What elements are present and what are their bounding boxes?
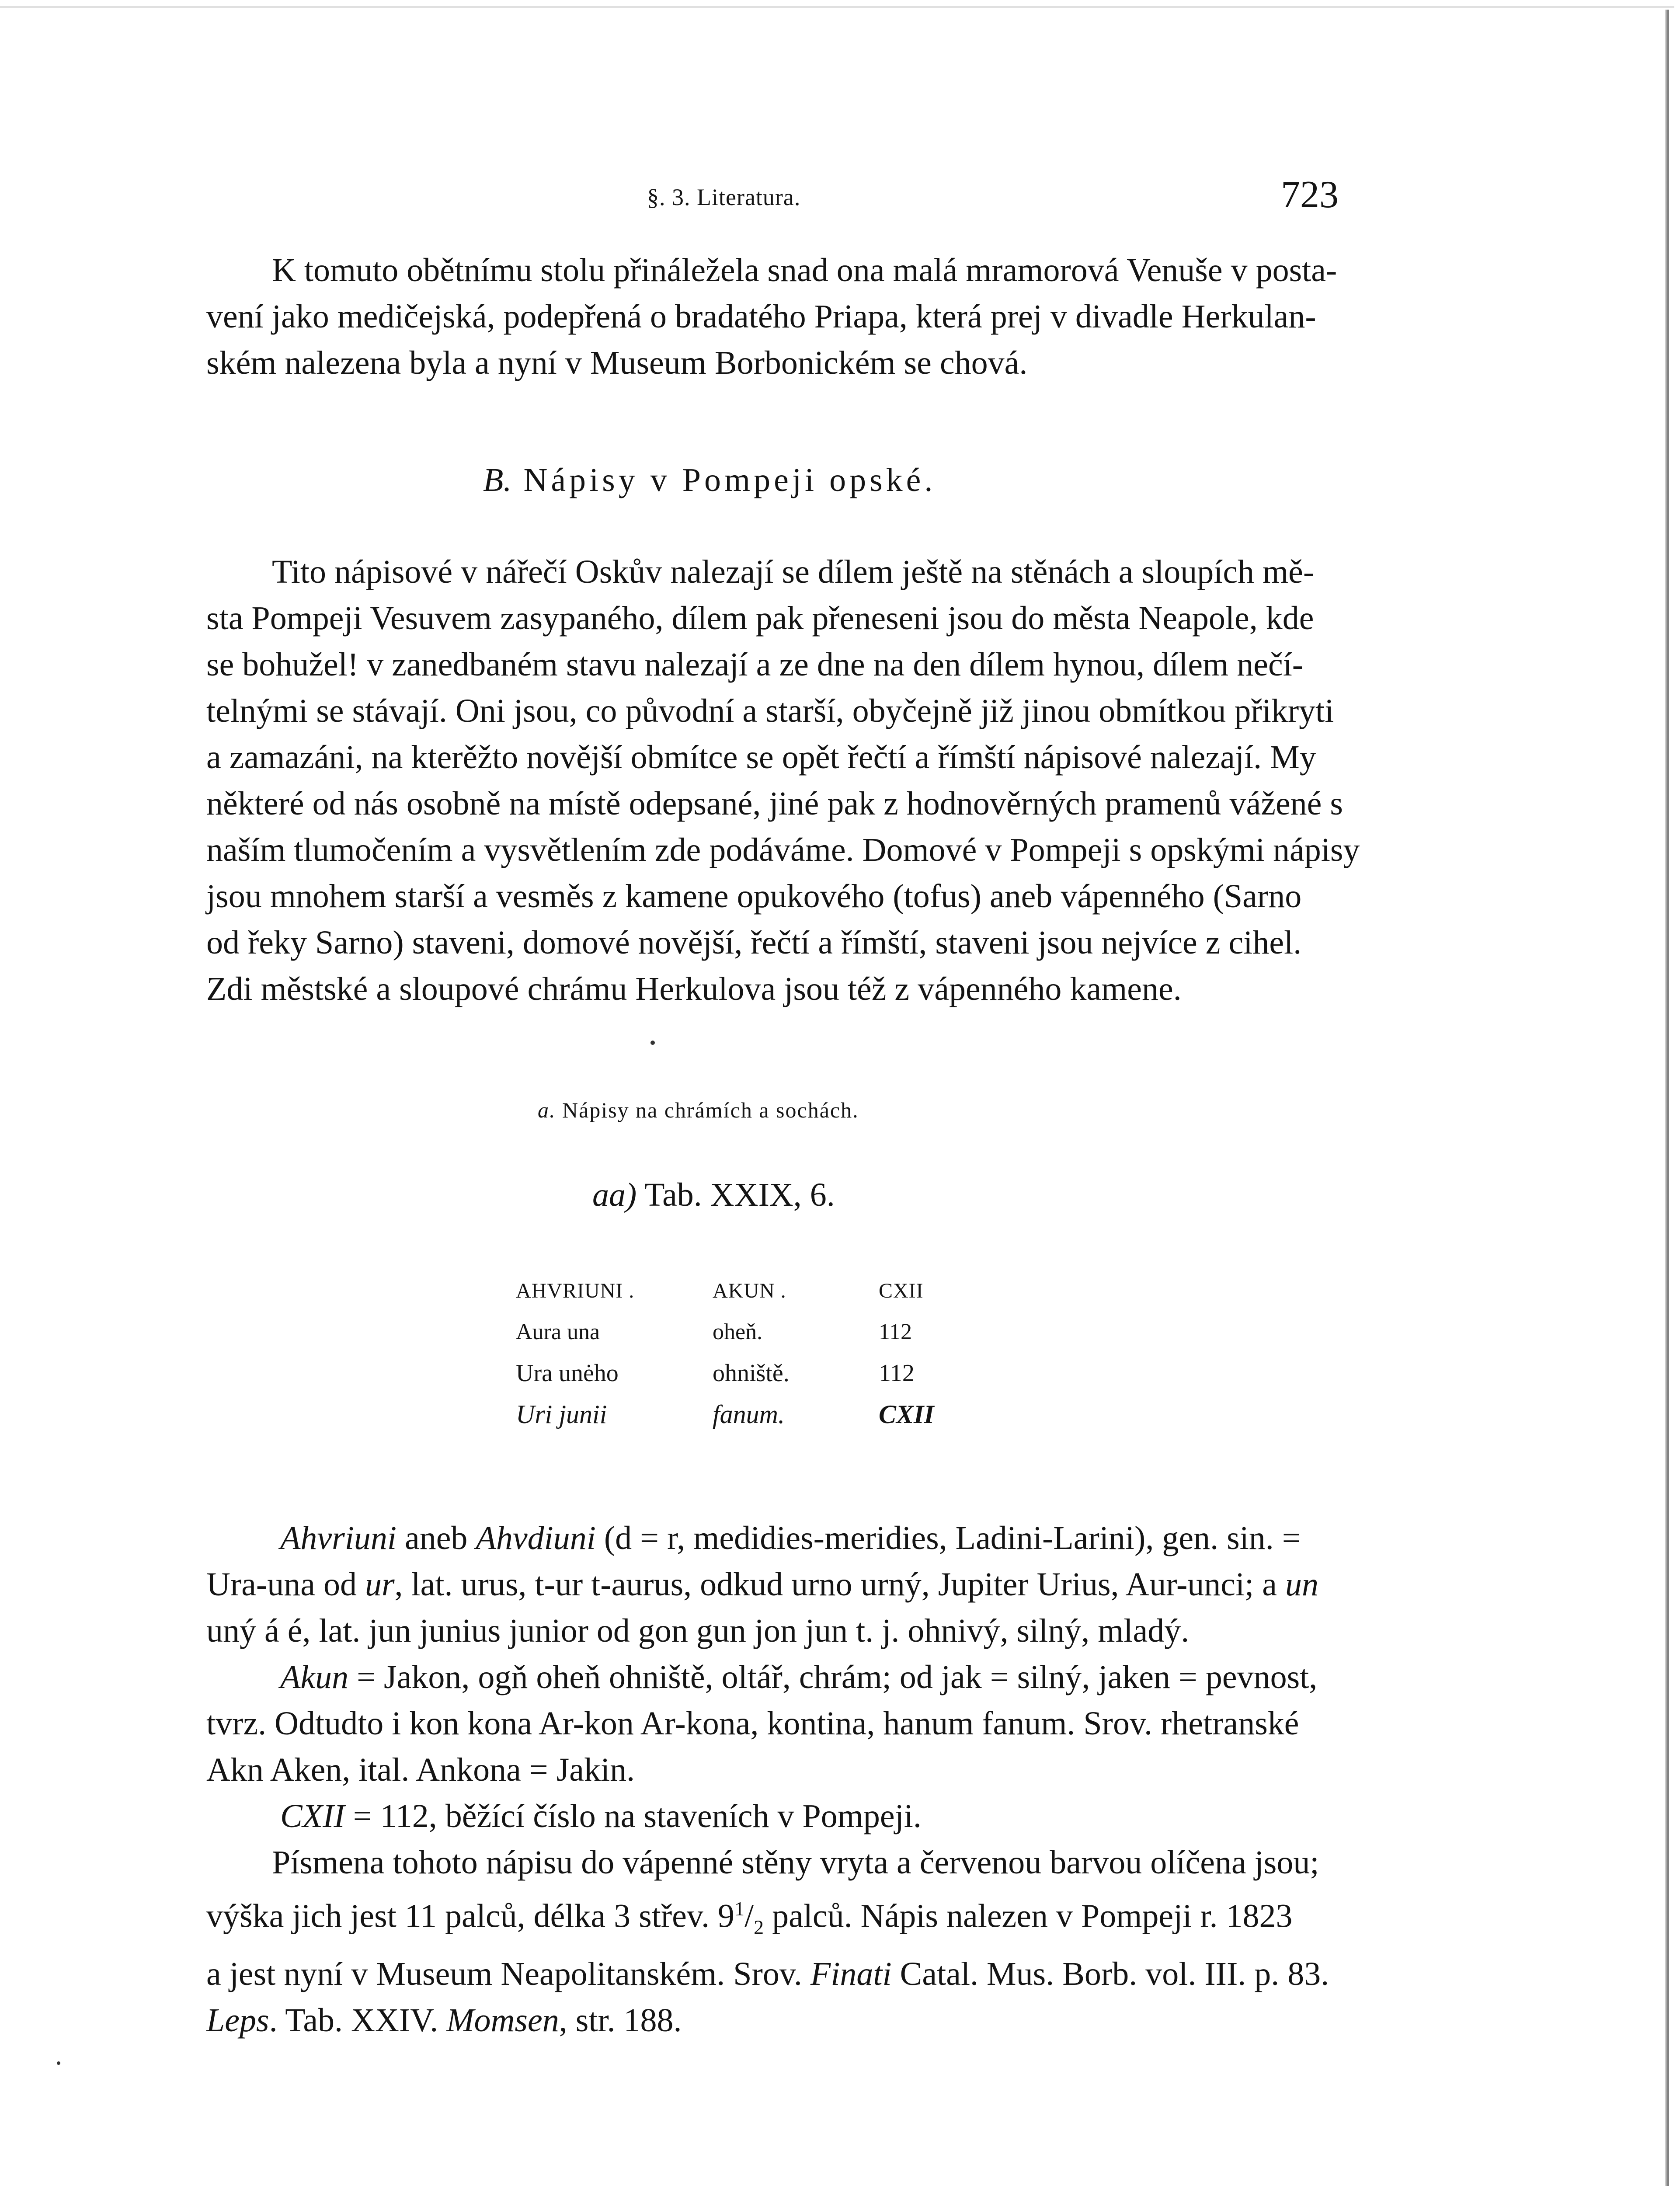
text-run: , lat. urus, t-ur t-aurus, odkud urno urný, Jupiter Urius, Aur-unci; a: [394, 1566, 1285, 1603]
subsection-title-text: Nápisy na chrámích a sochách.: [562, 1098, 859, 1122]
commentary-line-5: tvrz. Odtudto i kon kona Ar-kon Ar-kona, kontina, hanum fanum. Srov. rhetranské: [206, 1705, 1299, 1742]
stray-dot: [57, 2061, 60, 2065]
table-row: [516, 1279, 934, 1319]
text-run: a jest nyní v Museum Neapolitanském. Srov.: [206, 1955, 810, 1992]
term-leps: Leps: [206, 2002, 269, 2039]
section-letter: B.: [483, 462, 512, 498]
commentary-line-8: Písmena tohoto nápisu do vápenné stěny vryta a červenou barvou olíčena jsou;: [272, 1844, 1319, 1881]
table-cell: AKUN .: [713, 1279, 786, 1302]
table-cell: fanum.: [713, 1400, 785, 1429]
body-line-2: sta Pompeji Vesuvem zasypaného, dílem pak přeneseni jsou do města Neapole, kde: [206, 600, 1314, 637]
text-run: . Tab. XXIV.: [269, 2002, 447, 2039]
table-row: [516, 1359, 934, 1399]
body-line-8: jsou mnohem starší a vesměs z kamene opukového (tofus) aneb vápenného (Sarno: [206, 878, 1302, 915]
body-line-1: Tito nápisové v nářečí Oskův nalezají se dílem ještě na stěnách a sloupích mě-: [272, 553, 1315, 590]
term-finati: Finati: [810, 1955, 892, 1992]
section-title: [483, 461, 936, 499]
body-line-10: Zdi městské a sloupové chrámu Herkulova jsou též z vápenného kamene.: [206, 971, 1182, 1007]
table-cell: Ura unėho: [516, 1360, 619, 1387]
body-line-7: naším tlumočením a vysvětlením zde podáváme. Domové v Pompeji s opskými nápisy: [206, 832, 1360, 868]
text-run: (d = r, medidies-meridies, Ladini-Larini), gen. sin. =: [595, 1520, 1301, 1556]
table-cell: 112: [879, 1319, 912, 1344]
text-run: = 112, běžící číslo na staveních v Pompeji.: [344, 1798, 922, 1834]
running-head: §. 3. Literatura.: [647, 184, 801, 210]
term-ur: ur: [365, 1566, 395, 1603]
text-run: = Jakon, ogň oheň ohniště, oltář, chrám; od jak = silný, jaken = pevnost,: [348, 1659, 1318, 1695]
table-cell: CXII: [879, 1279, 924, 1302]
fraction-slash: /: [744, 1897, 754, 1935]
tab-reference: [592, 1176, 835, 1214]
subsection-letter: a.: [538, 1098, 556, 1122]
body-paragraph: [206, 549, 1360, 1012]
table-cell: Aura una: [516, 1319, 600, 1344]
body-line-4: telnými se stávají. Oni jsou, co původní a starší, obyčejně již jinou obmítkou přikryti: [206, 693, 1334, 729]
subsection-title: [538, 1097, 859, 1123]
text-run: aneb: [396, 1520, 476, 1556]
term-cxii: CXII: [280, 1798, 345, 1834]
fraction-numerator: 1: [734, 1897, 744, 1920]
commentary-line-10: [206, 1951, 1343, 1997]
term-akun: Akun: [280, 1659, 349, 1695]
intro-line-3: ském nalezena byla a nyní v Museum Borbonickém se chová.: [206, 345, 1028, 381]
table-cell: ohniště.: [713, 1360, 790, 1387]
term-ahvdiuni: Ahvdiuni: [476, 1520, 596, 1556]
body-line-3: se bohužel! v zanedbaném stavu nalezají a ze dne na den dílem hynou, dílem nečí-: [206, 646, 1304, 683]
tab-reference-label: aa): [592, 1177, 637, 1213]
body-line-9: od řeky Sarno) staveni, domové novější, řečtí a římští, staveni jsou nejvíce z cihel.: [206, 924, 1302, 961]
table-row: [516, 1319, 934, 1359]
table-cell: CXII: [879, 1400, 934, 1429]
commentary-line-4: [206, 1654, 1343, 1700]
text-run: výška jich jest 11 palců, délka 3 střev. 9: [206, 1897, 734, 1935]
commentary-line-11: [206, 1997, 1343, 2043]
fraction-denominator: 2: [754, 1916, 764, 1939]
commentary: [206, 1515, 1343, 2043]
body-line-5: a zamazáni, na kterěžto novější obmítce se opět řečtí a římští nápisové nalezají. My: [206, 739, 1316, 776]
table-row: [516, 1399, 934, 1440]
commentary-line-1: [206, 1515, 1343, 1561]
commentary-line-2: [206, 1561, 1343, 1608]
term-un: un: [1285, 1566, 1318, 1603]
table-cell: Uri junii: [516, 1400, 607, 1429]
commentary-line-6: Akn Aken, ital. Ankona = Jakin.: [206, 1751, 635, 1788]
table-cell: 112: [879, 1360, 915, 1387]
page-number: 723: [1281, 174, 1339, 216]
term-momsen: Momsen: [446, 2002, 559, 2039]
body-line-6: některé od nás osobně na místě odepsané, jiné pak z hodnověrných pramenů vážené s: [206, 785, 1343, 822]
text-run: , str. 188.: [559, 2002, 682, 2039]
term-ahvriuni: Ahvriuni: [280, 1520, 397, 1556]
tab-reference-text: Tab. XXIX, 6.: [644, 1177, 835, 1213]
table-cell: AHVRIUNI .: [516, 1279, 635, 1302]
inscription-table: [516, 1279, 934, 1440]
scan-edge-right: [1665, 10, 1669, 2186]
table-cell: oheň.: [713, 1319, 763, 1344]
intro-line-2: vení jako medičejská, podepřená o bradatého Priapa, která prej v divadle Herkulan-: [206, 298, 1316, 335]
text-run: Catal. Mus. Borb. vol. III. p. 83.: [891, 1955, 1329, 1992]
scan-edge-top: [0, 6, 1674, 8]
commentary-line-9: [206, 1886, 1343, 1951]
commentary-line-7: [206, 1793, 1343, 1839]
intro-line-1: K tomuto obětnímu stolu přináležela snad ona malá mramorová Venuše v posta-: [272, 252, 1337, 289]
intro-paragraph: [206, 247, 1343, 386]
stray-dot: [650, 1041, 655, 1045]
text-run: Ura-una od: [206, 1566, 365, 1603]
section-title-text: Nápisy v Pompeji opské.: [523, 462, 936, 498]
commentary-line-3: uný á é, lat. jun junius junior od gon gun jon jun t. j. ohnivý, silný, mladý.: [206, 1612, 1190, 1649]
text-run: palců. Nápis nalezen v Pompeji r. 1823: [764, 1897, 1293, 1935]
